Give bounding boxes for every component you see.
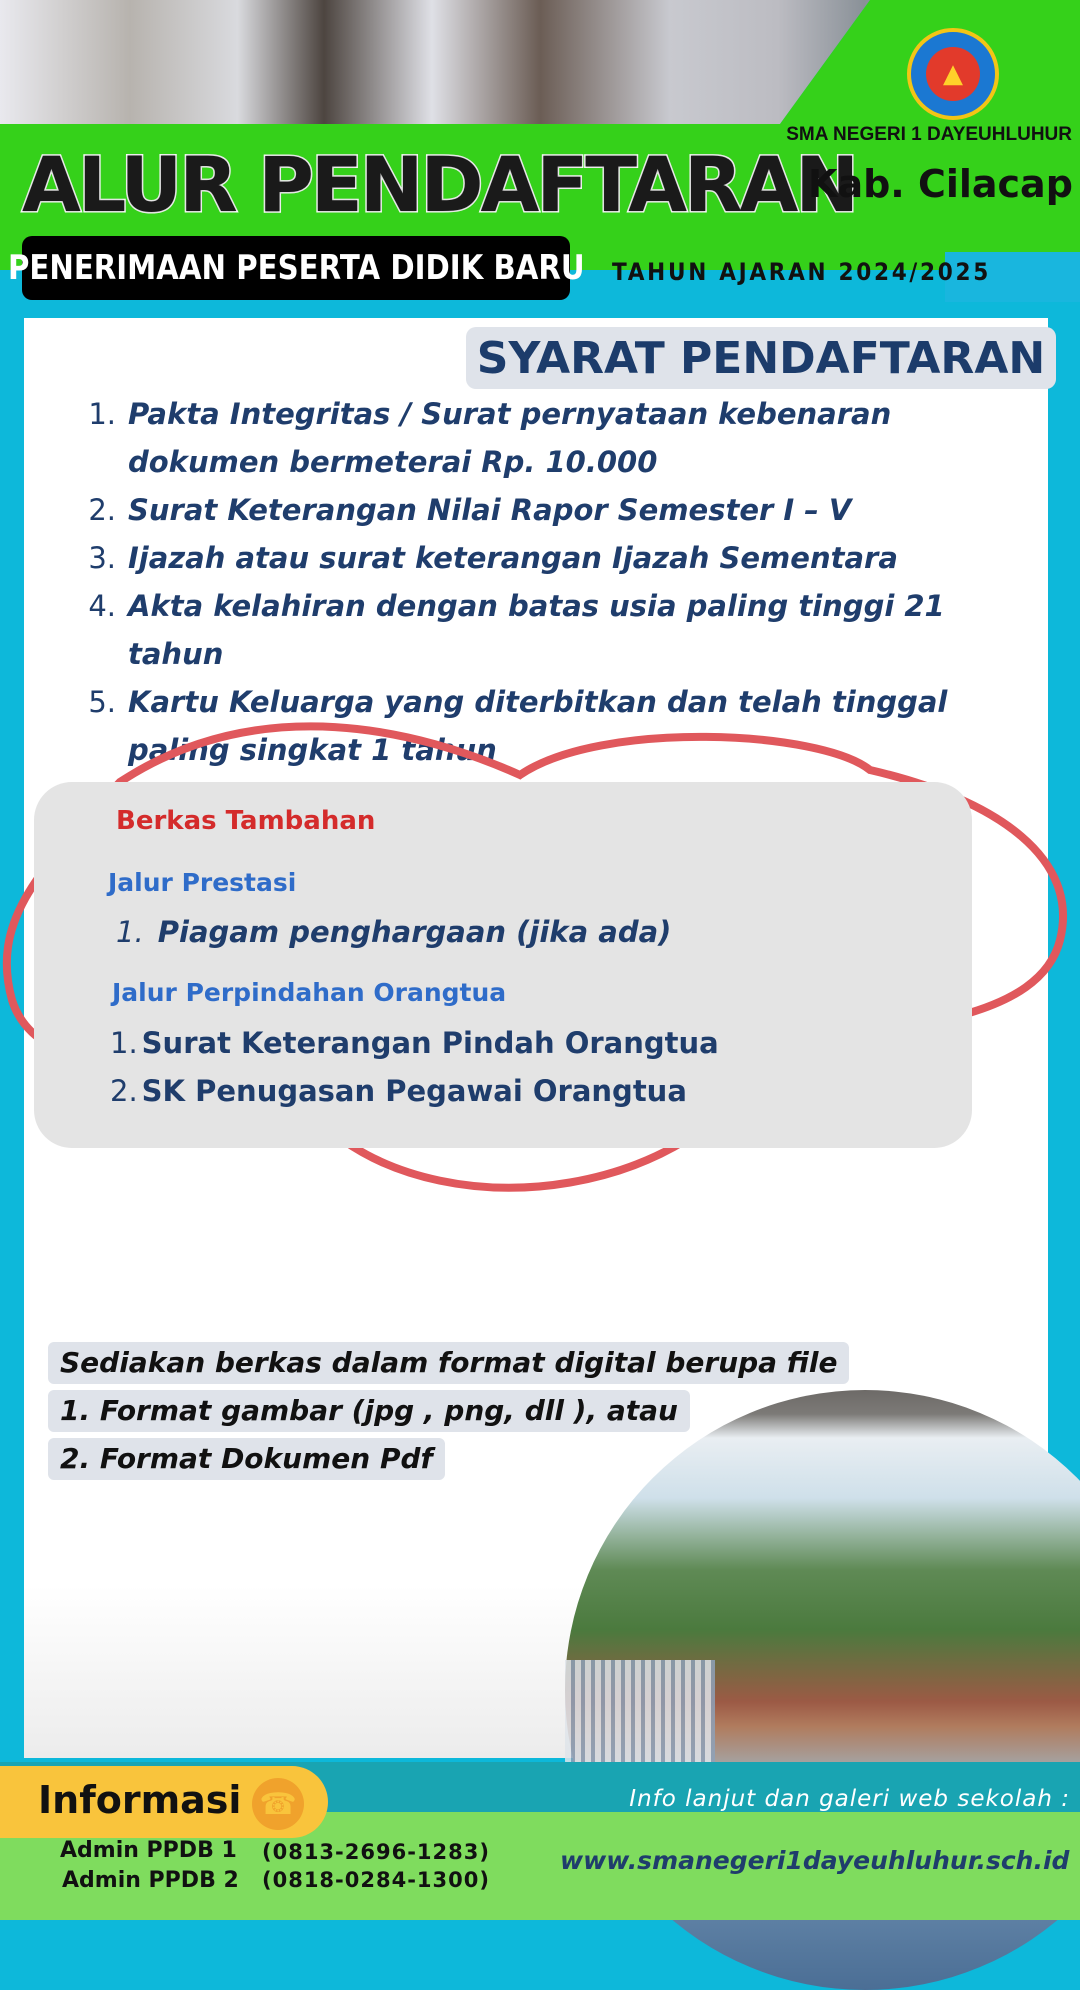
info-label: Informasi	[38, 1778, 242, 1822]
track-title-perpindahan: Jalur Perpindahan Orangtua	[112, 978, 507, 1007]
school-name: SMA NEGERI 1 DAYEUHLUHUR	[786, 124, 1072, 145]
list-number: 2.	[110, 1074, 138, 1108]
list-text: Surat Keterangan Pindah Orangtua	[141, 1026, 719, 1060]
school-year: TAHUN AJARAN 2024/2025	[612, 258, 991, 286]
admin-2-phone[interactable]: (0818-0284-1300)	[262, 1868, 490, 1892]
phone-icon: ☎	[252, 1778, 304, 1830]
school-logo-icon	[907, 28, 999, 120]
list-number: 5.	[88, 685, 116, 719]
requirements-heading: SYARAT PENDAFTARAN	[476, 332, 1046, 384]
digital-format-pdf: 2. Format Dokumen Pdf	[48, 1438, 445, 1480]
admin-2-label: Admin PPDB 2	[62, 1868, 239, 1893]
requirements-heading-box	[466, 327, 1056, 389]
logo-emblem: ▲	[926, 47, 980, 101]
list-text: Ijazah atau surat keterangan Ijazah Sementara	[128, 541, 898, 575]
list-number: 4.	[88, 589, 116, 623]
list-item	[80, 582, 960, 678]
list-text: Akta kelahiran dengan batas usia paling tinggi 21 tahun	[128, 589, 945, 671]
page-title: ALUR PENDAFTARAN	[22, 140, 856, 229]
list-number: 2.	[88, 493, 116, 527]
regency-label: Kab. Cilacap	[808, 162, 1073, 206]
website-link[interactable]: www.smanegeri1dayeuhluhur.sch.id	[560, 1846, 1070, 1875]
subtitle-badge	[7, 236, 585, 300]
list-number: 1.	[110, 1026, 138, 1060]
list-number: 1.	[116, 915, 144, 949]
list-text: Pakta Integritas / Surat pernyataan kebenaran dokumen bermeterai Rp. 10.000	[128, 397, 892, 479]
list-item	[80, 390, 960, 486]
list-item	[116, 915, 671, 949]
subtitle-text: PENERIMAAN PESERTA DIDIK BARU	[7, 248, 585, 288]
digital-format-note: Sediakan berkas dalam format digital berupa file	[48, 1342, 849, 1384]
track-title-prestasi: Jalur Prestasi	[108, 868, 297, 897]
list-text: Kartu Keluarga yang diterbitkan dan telah tinggal paling singkat 1 tahun	[128, 685, 948, 767]
list-item	[80, 486, 960, 534]
list-text: Surat Keterangan Nilai Rapor Semester I – V	[128, 493, 852, 527]
list-text: SK Penugasan Pegawai Orangtua	[141, 1074, 687, 1108]
admin-1-label: Admin PPDB 1	[60, 1838, 237, 1863]
list-text: Piagam penghargaan (jika ada)	[157, 915, 672, 949]
list-number: 3.	[88, 541, 116, 575]
admin-1-phone[interactable]: (0813-2696-1283)	[262, 1840, 490, 1864]
gallery-note: Info lanjut dan galeri web sekolah :	[629, 1786, 1070, 1812]
additional-files-title: Berkas Tambahan	[116, 806, 376, 836]
list-item	[80, 534, 960, 582]
digital-format-image: 1. Format gambar (jpg , png, dll ), atau	[48, 1390, 690, 1432]
list-number: 1.	[88, 397, 116, 431]
list-item	[110, 1026, 719, 1060]
list-item	[110, 1074, 687, 1108]
